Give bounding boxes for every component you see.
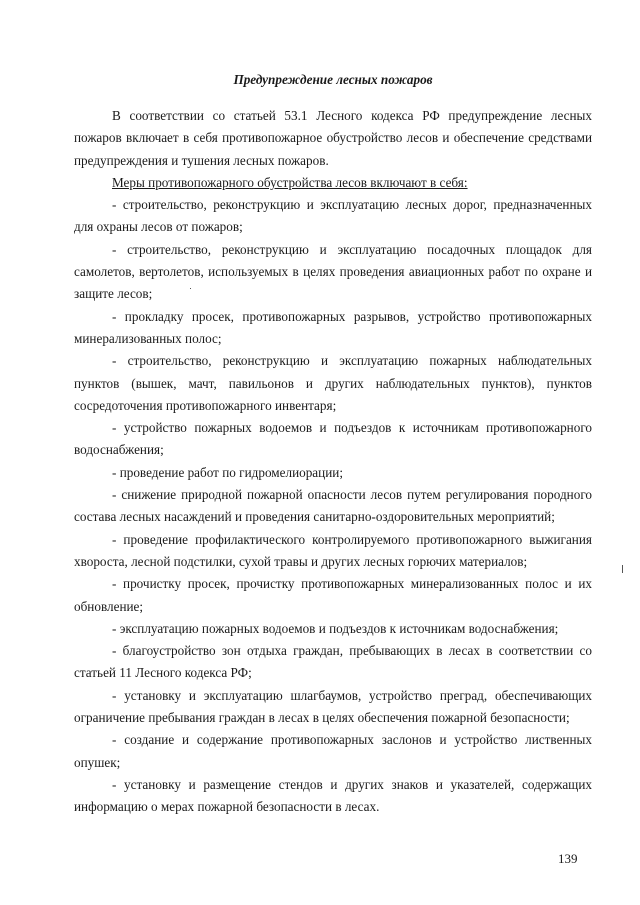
measure-item: - строительство, реконструкцию и эксплуатацию лесных дорог, предназначенных для охраны лесов от пожаров;	[74, 197, 592, 235]
measure-item: - установку и эксплуатацию шлагбаумов, устройство преград, обеспечивающих ограничение пребывания граждан в лесах в целях обеспечения пожарной безопасности;	[74, 687, 592, 726]
measures-heading: Меры противопожарного обустройства лесов включают в себя:	[112, 174, 468, 190]
measure-item: - устройство пожарных водоемов и подъездов к источникам противопожарного водоснабжения;	[74, 420, 592, 458]
measure-item: - прочистку просек, прочистку противопожарных минерализованных полос и их обновление;	[74, 576, 592, 614]
measure-item: - проведение профилактического контролируемого противопожарного выжигания хвороста, лесной подстилки, сухой травы и других лесных горючих материалов;	[74, 531, 592, 569]
document-page	[74, 60, 592, 819]
measures-list	[74, 194, 592, 818]
measures-heading-paragraph	[74, 172, 592, 194]
measure-item: - установку и размещение стендов и других знаков и указателей, содержащих информацию о мерах пожарной безопасности в лесах.	[74, 776, 592, 815]
measure-item: - снижение природной пожарной опасности лесов путем регулирования породного состава лесных насаждений и проведения санитарно-оздоровительных мероприятий;	[74, 487, 592, 525]
measure-item: - эксплуатацию пожарных водоемов и подъездов к источникам водоснабжения;	[112, 620, 559, 636]
measure-item: - строительство, реконструкцию и эксплуатацию посадочных площадок для самолетов, вертолетов, используемых в целях проведения авиационных работ по охране и защите лесов;	[74, 241, 592, 302]
intro-paragraph: В соответствии со статьей 53.1 Лесного кодекса РФ предупреждение лесных пожаров включает в себя противопожарное обустройство лесов и обеспечение средствами предупреждения и тушения лесных пожаров.	[74, 108, 592, 168]
document-title: Предупреждение лесных пожаров	[233, 72, 433, 87]
measure-item: - проведение работ по гидромелиорации;	[112, 464, 343, 480]
measure-item: - прокладку просек, противопожарных разрывов, устройство противопожарных минерализованных полос;	[74, 308, 592, 346]
scan-mark	[190, 288, 191, 289]
measure-item: - создание и содержание противопожарных заслонов и устройство лиственных опушек;	[74, 732, 592, 770]
page-number: 139	[558, 851, 578, 866]
measure-item: - благоустройство зон отдыха граждан, пребывающих в лесах в соответствии со статьей 11 Лесного кодекса РФ;	[74, 643, 592, 681]
scan-mark	[622, 565, 623, 573]
measure-item: - строительство, реконструкцию и эксплуатацию пожарных наблюдательных пунктов (вышек, мачт, павильонов и других наблюдательных пунктов), пунктов сосредоточения противопожарного инвентаря;	[74, 353, 592, 413]
